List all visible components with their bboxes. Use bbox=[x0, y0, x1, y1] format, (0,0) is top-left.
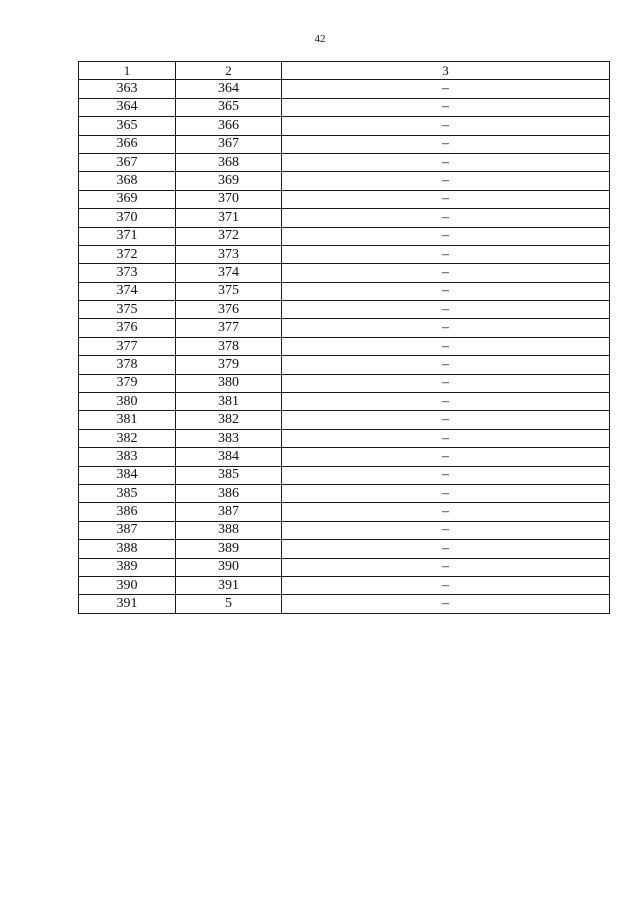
table-cell-col-3: – bbox=[282, 319, 610, 337]
table-cell-col-1: 369 bbox=[79, 190, 176, 208]
table-cell-col-1: 379 bbox=[79, 374, 176, 392]
table-row bbox=[79, 356, 610, 374]
table-cell-col-1: 367 bbox=[79, 153, 176, 171]
table-cell-col-1: 363 bbox=[79, 80, 176, 98]
table-row bbox=[79, 282, 610, 300]
table-cell-col-3: – bbox=[282, 135, 610, 153]
table-cell-col-2: 367 bbox=[176, 135, 282, 153]
table-cell-col-3: – bbox=[282, 153, 610, 171]
table-cell-col-3: – bbox=[282, 540, 610, 558]
table-row bbox=[79, 374, 610, 392]
table-cell-col-1: 391 bbox=[79, 595, 176, 613]
table-row bbox=[79, 172, 610, 190]
table-cell-col-1: 378 bbox=[79, 356, 176, 374]
table-cell-col-2: 391 bbox=[176, 576, 282, 594]
table-cell-col-2: 372 bbox=[176, 227, 282, 245]
table-row bbox=[79, 558, 610, 576]
table-row bbox=[79, 576, 610, 594]
table-cell-col-2: 387 bbox=[176, 503, 282, 521]
table-cell-col-1: 382 bbox=[79, 429, 176, 447]
table-cell-col-3: – bbox=[282, 484, 610, 502]
table-cell-col-2: 375 bbox=[176, 282, 282, 300]
table-row bbox=[79, 135, 610, 153]
table-cell-col-2: 369 bbox=[176, 172, 282, 190]
table-row bbox=[79, 245, 610, 263]
table-row bbox=[79, 301, 610, 319]
table-cell-col-3: – bbox=[282, 80, 610, 98]
table-row bbox=[79, 503, 610, 521]
table-cell-col-1: 381 bbox=[79, 411, 176, 429]
table-cell-col-2: 373 bbox=[176, 245, 282, 263]
table-cell-col-2: 389 bbox=[176, 540, 282, 558]
table-cell-col-3: – bbox=[282, 448, 610, 466]
table-cell-col-2: 377 bbox=[176, 319, 282, 337]
table-cell-col-2: 378 bbox=[176, 337, 282, 355]
table-cell-col-2: 390 bbox=[176, 558, 282, 576]
table-row bbox=[79, 411, 610, 429]
table-cell-col-2: 382 bbox=[176, 411, 282, 429]
table-cell-col-3: – bbox=[282, 227, 610, 245]
table-row bbox=[79, 448, 610, 466]
table-row bbox=[79, 521, 610, 539]
table-body bbox=[79, 80, 610, 613]
table-cell-col-2: 379 bbox=[176, 356, 282, 374]
table-cell-col-3: – bbox=[282, 190, 610, 208]
table-row bbox=[79, 209, 610, 227]
table-cell-col-2: 385 bbox=[176, 466, 282, 484]
table-row bbox=[79, 466, 610, 484]
column-header-3: 3 bbox=[282, 62, 610, 80]
table-cell-col-1: 384 bbox=[79, 466, 176, 484]
table-cell-col-3: – bbox=[282, 374, 610, 392]
table-row bbox=[79, 540, 610, 558]
table-row bbox=[79, 98, 610, 116]
table-cell-col-3: – bbox=[282, 558, 610, 576]
table-cell-col-1: 374 bbox=[79, 282, 176, 300]
table-cell-col-1: 376 bbox=[79, 319, 176, 337]
table-cell-col-3: – bbox=[282, 301, 610, 319]
table-row bbox=[79, 484, 610, 502]
table-cell-col-1: 365 bbox=[79, 117, 176, 135]
table-cell-col-1: 385 bbox=[79, 484, 176, 502]
table-cell-col-3: – bbox=[282, 466, 610, 484]
table-cell-col-1: 389 bbox=[79, 558, 176, 576]
table-cell-col-3: – bbox=[282, 172, 610, 190]
table-cell-col-2: 381 bbox=[176, 393, 282, 411]
column-header-1: 1 bbox=[79, 62, 176, 80]
table-cell-col-2: 368 bbox=[176, 153, 282, 171]
table-cell-col-3: – bbox=[282, 503, 610, 521]
table-row bbox=[79, 117, 610, 135]
table-row bbox=[79, 227, 610, 245]
table-cell-col-3: – bbox=[282, 282, 610, 300]
table-cell-col-1: 380 bbox=[79, 393, 176, 411]
table-cell-col-3: – bbox=[282, 209, 610, 227]
table-cell-col-2: 380 bbox=[176, 374, 282, 392]
table-cell-col-2: 383 bbox=[176, 429, 282, 447]
table-row bbox=[79, 264, 610, 282]
table-cell-col-2: 388 bbox=[176, 521, 282, 539]
table-cell-col-3: – bbox=[282, 411, 610, 429]
table-cell-col-2: 370 bbox=[176, 190, 282, 208]
table-cell-col-1: 371 bbox=[79, 227, 176, 245]
table-row bbox=[79, 429, 610, 447]
table-cell-col-3: – bbox=[282, 337, 610, 355]
table-cell-col-2: 366 bbox=[176, 117, 282, 135]
table-cell-col-1: 368 bbox=[79, 172, 176, 190]
table-cell-col-1: 386 bbox=[79, 503, 176, 521]
table-cell-col-3: – bbox=[282, 98, 610, 116]
table-cell-col-2: 374 bbox=[176, 264, 282, 282]
table-cell-col-2: 364 bbox=[176, 80, 282, 98]
table-cell-col-2: 5 bbox=[176, 595, 282, 613]
table-row bbox=[79, 190, 610, 208]
table-cell-col-3: – bbox=[282, 245, 610, 263]
table-cell-col-1: 375 bbox=[79, 301, 176, 319]
table-cell-col-2: 384 bbox=[176, 448, 282, 466]
table-cell-col-1: 390 bbox=[79, 576, 176, 594]
table-cell-col-1: 388 bbox=[79, 540, 176, 558]
table-cell-col-3: – bbox=[282, 356, 610, 374]
table-cell-col-1: 383 bbox=[79, 448, 176, 466]
table-row bbox=[79, 153, 610, 171]
table-cell-col-2: 365 bbox=[176, 98, 282, 116]
table-cell-col-3: – bbox=[282, 264, 610, 282]
table-cell-col-1: 364 bbox=[79, 98, 176, 116]
table-cell-col-1: 372 bbox=[79, 245, 176, 263]
table-cell-col-1: 370 bbox=[79, 209, 176, 227]
table-cell-col-3: – bbox=[282, 576, 610, 594]
table-cell-col-2: 386 bbox=[176, 484, 282, 502]
table-cell-col-1: 373 bbox=[79, 264, 176, 282]
table-cell-col-1: 387 bbox=[79, 521, 176, 539]
table-cell-col-3: – bbox=[282, 521, 610, 539]
page-number: 42 bbox=[314, 33, 326, 45]
table-cell-col-2: 371 bbox=[176, 209, 282, 227]
table-cell-col-3: – bbox=[282, 595, 610, 613]
table-cell-col-3: – bbox=[282, 429, 610, 447]
column-header-2: 2 bbox=[176, 62, 282, 80]
table-cell-col-3: – bbox=[282, 393, 610, 411]
table-row bbox=[79, 393, 610, 411]
data-table bbox=[78, 61, 610, 614]
table-header-row bbox=[79, 62, 610, 80]
table-row bbox=[79, 80, 610, 98]
table-cell-col-2: 376 bbox=[176, 301, 282, 319]
table-row bbox=[79, 337, 610, 355]
table-cell-col-1: 366 bbox=[79, 135, 176, 153]
table-row bbox=[79, 319, 610, 337]
table-cell-col-3: – bbox=[282, 117, 610, 135]
table-row bbox=[79, 595, 610, 613]
table-cell-col-1: 377 bbox=[79, 337, 176, 355]
